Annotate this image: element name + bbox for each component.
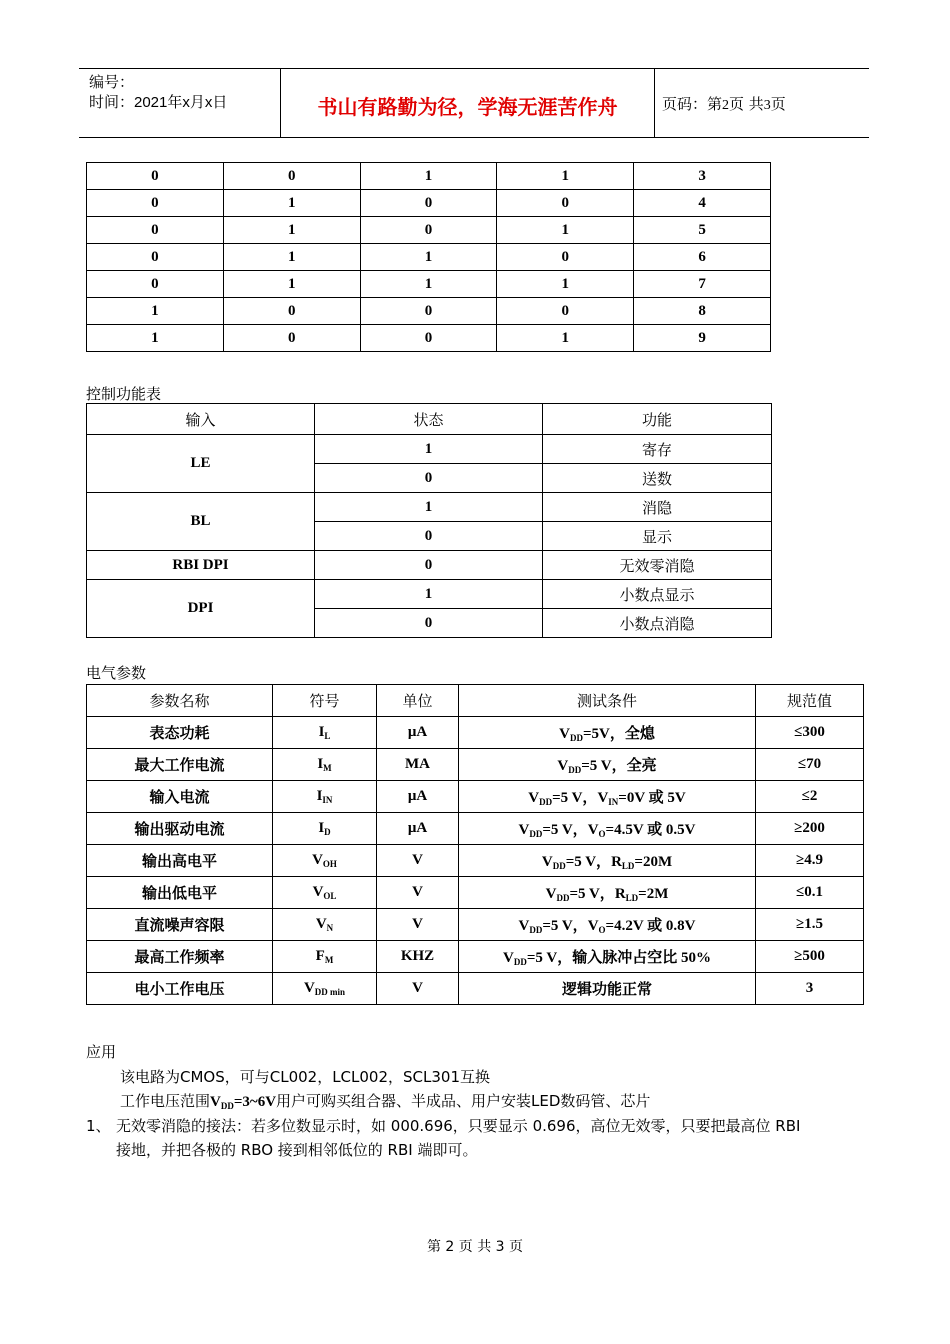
electrical-parameters-table bbox=[86, 684, 864, 1005]
table-cell: 0 bbox=[497, 244, 634, 271]
table-row bbox=[87, 909, 864, 941]
symbol-cell: $F_M$ bbox=[273, 941, 377, 973]
table-row bbox=[87, 717, 864, 749]
state-cell: 0 bbox=[315, 609, 543, 638]
table-header-row bbox=[87, 685, 864, 717]
table-cell: 0 bbox=[87, 217, 224, 244]
parameter-name-cell: 电小工作电压 bbox=[87, 973, 273, 1005]
spec-value-cell: ≤2 bbox=[756, 781, 864, 813]
symbol-cell: $I_{IN}$ bbox=[273, 781, 377, 813]
table-cell: 0 bbox=[87, 163, 224, 190]
table-cell: 5 bbox=[634, 217, 771, 244]
table-cell: 1 bbox=[360, 271, 497, 298]
table-cell: 0 bbox=[497, 190, 634, 217]
parameter-name-cell: 输出高电平 bbox=[87, 845, 273, 877]
column-header: 单位 bbox=[377, 685, 459, 717]
table-row bbox=[87, 781, 864, 813]
column-header: 状态 bbox=[315, 404, 543, 435]
table-cell: 1 bbox=[223, 244, 360, 271]
table-cell: 1 bbox=[223, 190, 360, 217]
state-cell: 0 bbox=[315, 464, 543, 493]
symbol-cell: $V_{OL}$ bbox=[273, 877, 377, 909]
test-condition-cell: $V_{DD}=5$ V，输入脉冲占空比 50% bbox=[459, 941, 756, 973]
test-condition-cell: $V_{DD}=5$ V，$V_O=4.2V$ 或 0.8V bbox=[459, 909, 756, 941]
column-header: 测试条件 bbox=[459, 685, 756, 717]
table-cell: 9 bbox=[634, 325, 771, 352]
table-row bbox=[87, 217, 771, 244]
unit-cell: μA bbox=[377, 813, 459, 845]
spec-value-cell: ≥500 bbox=[756, 941, 864, 973]
table-cell: 1 bbox=[497, 217, 634, 244]
symbol-cell: $V_{OH}$ bbox=[273, 845, 377, 877]
symbol-cell: $I_M$ bbox=[273, 749, 377, 781]
table-cell: 7 bbox=[634, 271, 771, 298]
function-cell: 小数点消隐 bbox=[543, 609, 772, 638]
test-condition-cell: $V_{DD}=5$ V，$R_{LD}=2M$ bbox=[459, 877, 756, 909]
unit-cell: V bbox=[377, 973, 459, 1005]
table-row bbox=[87, 580, 772, 609]
symbol-cell: $V_N$ bbox=[273, 909, 377, 941]
symbol-cell: $I_L$ bbox=[273, 717, 377, 749]
symbol-cell: $I_D$ bbox=[273, 813, 377, 845]
table-cell: 3 bbox=[634, 163, 771, 190]
function-cell: 小数点显示 bbox=[543, 580, 772, 609]
table-cell: 1 bbox=[497, 163, 634, 190]
page-footer: 第 2 页 共 3 页 bbox=[426, 1239, 524, 1255]
function-cell: 显示 bbox=[543, 522, 772, 551]
table-cell: 1 bbox=[87, 298, 224, 325]
application-line-1: 该电路为CMOS，可与CL002，LCL002，SCL301互换 bbox=[120, 1068, 491, 1086]
parameter-name-cell: 最大工作电流 bbox=[87, 749, 273, 781]
table-cell: 1 bbox=[360, 244, 497, 271]
table-cell: 0 bbox=[87, 190, 224, 217]
column-header: 输入 bbox=[87, 404, 315, 435]
table-row bbox=[87, 298, 771, 325]
parameter-name-cell: 最高工作频率 bbox=[87, 941, 273, 973]
table-cell: 1 bbox=[87, 325, 224, 352]
parameter-name-cell: 输出驱动电流 bbox=[87, 813, 273, 845]
application-title: 应用 bbox=[86, 1043, 117, 1061]
table-row bbox=[87, 551, 772, 580]
table-cell: 0 bbox=[360, 325, 497, 352]
state-cell: 0 bbox=[315, 551, 543, 580]
bcd-truth-table bbox=[86, 162, 771, 352]
parameter-name-cell: 表态功耗 bbox=[87, 717, 273, 749]
test-condition-cell: $V_{DD}=5V$，全熄 bbox=[459, 717, 756, 749]
document-number-label: 编号： bbox=[89, 74, 135, 91]
unit-cell: MA bbox=[377, 749, 459, 781]
unit-cell: μA bbox=[377, 717, 459, 749]
input-signal-cell: DPI bbox=[87, 580, 315, 638]
table-cell: 0 bbox=[87, 244, 224, 271]
table-row bbox=[87, 190, 771, 217]
table-cell: 0 bbox=[223, 298, 360, 325]
parameter-name-cell: 输入电流 bbox=[87, 781, 273, 813]
spec-value-cell: ≥4.9 bbox=[756, 845, 864, 877]
table-cell: 1 bbox=[223, 217, 360, 244]
table-row bbox=[87, 271, 771, 298]
table-cell: 4 bbox=[634, 190, 771, 217]
unit-cell: V bbox=[377, 909, 459, 941]
table-cell: 0 bbox=[360, 190, 497, 217]
table-cell: 1 bbox=[497, 325, 634, 352]
table-cell: 0 bbox=[360, 298, 497, 325]
table-cell: 0 bbox=[223, 163, 360, 190]
spec-value-cell: ≥200 bbox=[756, 813, 864, 845]
unit-cell: V bbox=[377, 845, 459, 877]
column-header: 参数名称 bbox=[87, 685, 273, 717]
table-cell: 8 bbox=[634, 298, 771, 325]
table-cell: 1 bbox=[223, 271, 360, 298]
document-time-label: 时间：2021年x月x日 bbox=[89, 94, 228, 111]
table-cell: 6 bbox=[634, 244, 771, 271]
header-motto: 书山有路勤为径，学海无涯苦作舟 bbox=[317, 95, 618, 119]
table-row bbox=[87, 877, 864, 909]
table-cell: 0 bbox=[360, 217, 497, 244]
table-row bbox=[87, 845, 864, 877]
state-cell: 1 bbox=[315, 435, 543, 464]
spec-value-cell: ≥1.5 bbox=[756, 909, 864, 941]
table-row bbox=[87, 973, 864, 1005]
spec-value-cell: 3 bbox=[756, 973, 864, 1005]
page-header bbox=[79, 68, 869, 138]
symbol-cell: $V_{DD min}$ bbox=[273, 973, 377, 1005]
column-header: 规范值 bbox=[756, 685, 864, 717]
table-cell: 1 bbox=[360, 163, 497, 190]
application-item-1-line-a: 无效零消隐的接法：若多位数显示时，如 000.696，只要显示 0.696，高位无效零，只要把最高位 RBI bbox=[116, 1117, 801, 1135]
function-cell: 寄存 bbox=[543, 435, 772, 464]
table-cell: 0 bbox=[87, 271, 224, 298]
column-header: 符号 bbox=[273, 685, 377, 717]
test-condition-cell: $V_{DD}=5$ V，$V_O=4.5V$ 或 0.5V bbox=[459, 813, 756, 845]
table-row bbox=[87, 749, 864, 781]
input-signal-cell: LE bbox=[87, 435, 315, 493]
application-item-1-line-b: 接地，并把各极的 RBO 接到相邻低位的 RBI 端即可。 bbox=[116, 1141, 478, 1159]
spec-value-cell: ≤300 bbox=[756, 717, 864, 749]
table-row bbox=[87, 163, 771, 190]
header-page-cell bbox=[654, 69, 869, 137]
table-cell: 1 bbox=[497, 271, 634, 298]
table-row bbox=[87, 813, 864, 845]
table-header-row bbox=[87, 404, 772, 435]
column-header: 功能 bbox=[543, 404, 772, 435]
test-condition-cell: $V_{DD}=5$ V，$V_{IN}=0V$ 或 5V bbox=[459, 781, 756, 813]
input-signal-cell: BL bbox=[87, 493, 315, 551]
state-cell: 0 bbox=[315, 522, 543, 551]
application-item-1-number: 1、 bbox=[86, 1117, 111, 1135]
function-cell: 无效零消隐 bbox=[543, 551, 772, 580]
parameter-name-cell: 输出低电平 bbox=[87, 877, 273, 909]
control-function-table bbox=[86, 403, 772, 638]
table-row bbox=[87, 493, 772, 522]
table-cell: 0 bbox=[223, 325, 360, 352]
table-row bbox=[87, 325, 771, 352]
spec-value-cell: ≤0.1 bbox=[756, 877, 864, 909]
table-row bbox=[87, 244, 771, 271]
application-line-2: 工作电压范围$V_{DD}=3\sim 6V$用户可购买组合器、半成品、用户安装LED数码管、芯片 bbox=[120, 1092, 651, 1111]
state-cell: 1 bbox=[315, 493, 543, 522]
control-table-caption: 控制功能表 bbox=[86, 385, 162, 403]
electrical-table-caption: 电气参数 bbox=[86, 664, 147, 682]
parameter-name-cell: 直流噪声容限 bbox=[87, 909, 273, 941]
test-condition-cell: 逻辑功能正常 bbox=[459, 973, 756, 1005]
table-row bbox=[87, 941, 864, 973]
table-row bbox=[87, 435, 772, 464]
unit-cell: KHZ bbox=[377, 941, 459, 973]
function-cell: 送数 bbox=[543, 464, 772, 493]
header-motto-cell bbox=[280, 69, 655, 137]
spec-value-cell: ≤70 bbox=[756, 749, 864, 781]
test-condition-cell: $V_{DD}=5$ V，全亮 bbox=[459, 749, 756, 781]
test-condition-cell: $V_{DD}=5$ V，$R_{LD}=20M$ bbox=[459, 845, 756, 877]
header-meta bbox=[79, 69, 280, 137]
header-page-number: 页码：第2页 共3页 bbox=[662, 95, 786, 113]
input-signal-cell: RBI DPI bbox=[87, 551, 315, 580]
function-cell: 消隐 bbox=[543, 493, 772, 522]
unit-cell: V bbox=[377, 877, 459, 909]
table-cell: 0 bbox=[497, 298, 634, 325]
unit-cell: μA bbox=[377, 781, 459, 813]
state-cell: 1 bbox=[315, 580, 543, 609]
